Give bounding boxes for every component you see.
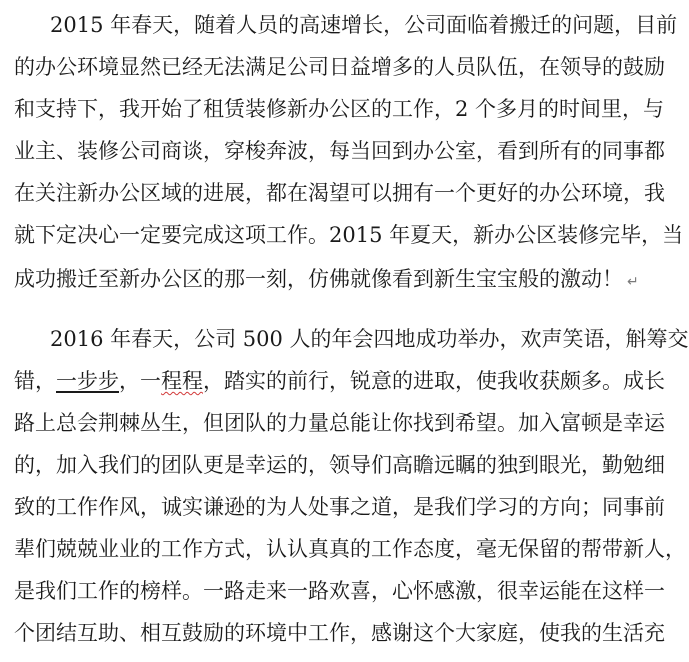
paragraph-1-line-1: 2015 年春天，随着人员的高速增长，公司面临着搬迁的问题，目前: [50, 13, 678, 37]
underlined-phrase: 一步步: [56, 369, 119, 393]
paragraph-2-line-5: 致的工作作风，诚实谦逊的为人处事之道，是我们学习的方向；同事前: [14, 495, 665, 519]
paragraph-2-line-3: 路上总会荆棘丛生，但团队的力量总能让你找到希望。加入富顿是幸运: [14, 411, 665, 435]
paragraph-2-line-1: 2016 年春天，公司 500 人的年会四地成功举办，欢声笑语，斛筹交: [50, 327, 689, 351]
paragraph-2-line-2-part-e: ，踏实的前行，锐意的进取，使我收获颇多。成长: [203, 369, 665, 393]
paragraph-2-line-6: 辈们兢兢业业的工作方式，认认真真的工作态度，毫无保留的帮带新人，: [14, 537, 686, 561]
paragraph-2-line-2: [14, 364, 665, 398]
paragraph-1-line-6: 就下定决心一定要完成这项工作。2015 年夏天，新办公区装修完毕，当: [14, 223, 684, 247]
paragraph-2-line-7: 是我们工作的榜样。一路走来一路欢喜，心怀感激，很幸运能在这样一: [14, 579, 665, 603]
paragraph-1-line-2: 的办公环境显然已经无法满足公司日益增多的人员队伍，在领导的鼓励: [14, 55, 665, 79]
paragraph-mark-icon: ↵: [627, 274, 639, 290]
paragraph-2-line-8: 个团结互助、相互鼓励的环境中工作，感谢这个大家庭，使我的生活充: [14, 621, 665, 645]
paragraph-1-line-5: 在关注新办公区域的进展，都在渴望可以拥有一个更好的办公环境，我: [14, 181, 665, 205]
paragraph-2-line-2-part-a: 错，: [14, 369, 56, 393]
paragraph-1-line-7-text: 成功搬迁至新办公区的那一刻，仿佛就像看到新生宝宝般的激动！: [14, 267, 623, 291]
paragraph-2-line-4: 的，加入我们的团队更是幸运的，领导们高瞻远瞩的独到眼光，勤勉细: [14, 453, 665, 477]
paragraph-1-line-4: 业主、装修公司商谈，穿梭奔波，每当回到办公室，看到所有的同事都: [14, 139, 665, 163]
spellcheck-flagged-phrase: 程程: [161, 369, 203, 393]
paragraph-1-line-7: [14, 262, 639, 296]
paragraph-1-line-3: 和支持下，我开始了租赁装修新办公区的工作，2 个多月的时间里，与: [14, 97, 665, 121]
paragraph-2-line-2-part-c: ，一: [119, 369, 161, 393]
